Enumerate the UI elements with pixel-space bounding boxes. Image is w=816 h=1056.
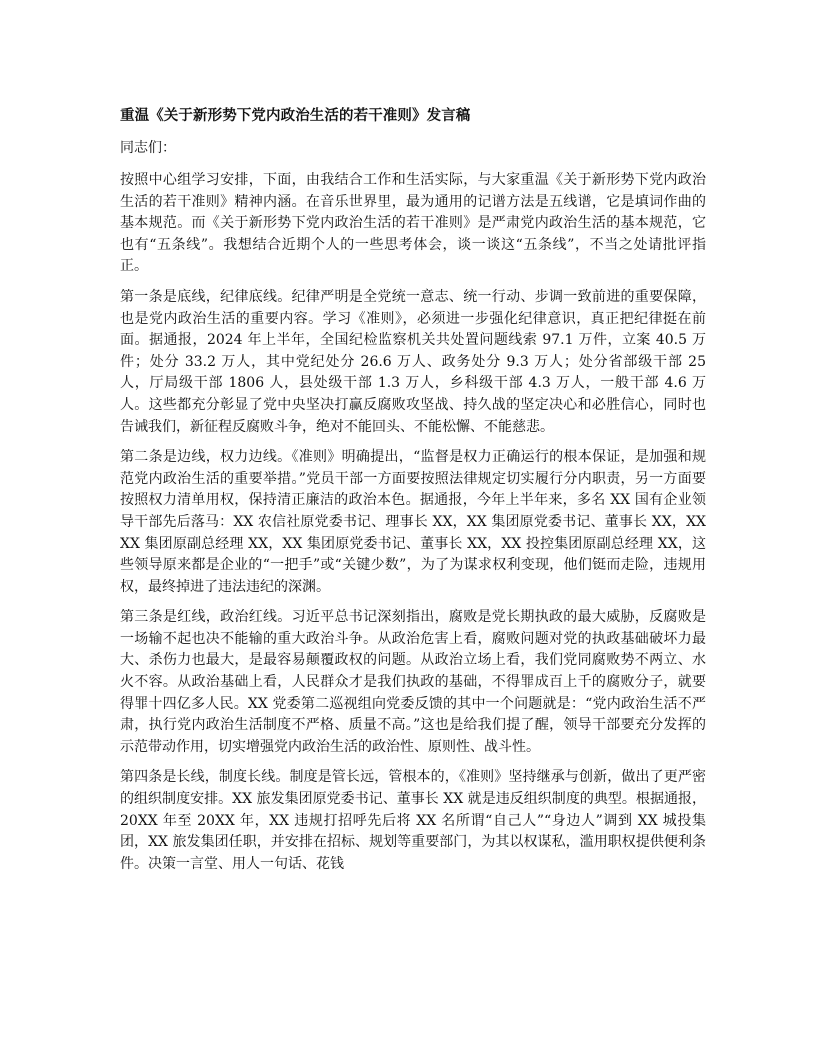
- paragraph-boundary-line: 第二条是边线，权力边线。《准则》明确提出，“监督是权力正确运行的根本保证，是加强和规范党内政治生活的重要举措。”党员干部一方面要按照法律规定切实履行分内职责，另一方面要按照权力清单用权，保持清正廉洁的政治本色。据通报，今年上半年来，多名 XX 国有企业领导干部先后落马：XX 农信社原党委书记、理事长 XX，XX 集团原党委书记、董事长 XX，XXXX 集团原副总经理 XX，XX 集团原党委书记、董事长 XX，XX 投控集团原副总经理 XX，这些领导原来都是企业的“一把手”或“关键少数”，为了为谋求权利变现，他们铤而走险，违规用权，最终掉进了违法违纪的深渊。: [120, 449, 706, 595]
- document-page: [120, 104, 706, 884]
- paragraph-long-line: 第四条是长线，制度长线。制度是管长远，管根本的，《准则》坚持继承与创新，做出了更严密的组织制度安排。XX 旅发集团原党委书记、董事长 XX 就是违反组织制度的典型。根据通报，20XX 年至 20XX 年，XX 违规打招呼先后将 XX 名所谓“自己人”“身边人”调到 XX 城投集团，XX 旅发集团任职，并安排在招标、规划等重要部门，为其以权谋私，滥用职权提供便利条件。决策一言堂、用人一句话、花钱: [120, 769, 706, 872]
- paragraph-red-line: 第三条是红线，政治红线。习近平总书记深刻指出，腐败是党长期执政的最大威胁，反腐败是一场输不起也决不能输的重大政治斗争。从政治危害上看，腐败问题对党的执政基础破坏力最大、杀伤力也最大，是最容易颠覆政权的问题。从政治立场上看，我们党同腐败势不两立、水火不容。从政治基础上看，人民群众才是我们执政的基础，不得罪成百上千的腐败分子，就要得罪十四亿多人民。XX 党委第二巡视组向党委反馈的其中一个问题就是：“党内政治生活不严肃，执行党内政治生活制度不严格、质量不高。”这也是给我们提了醒，领导干部要充分发挥的示范带动作用，切实增强党内政治生活的政治性、原则性、战斗性。: [120, 609, 706, 755]
- document-title: 重温《关于新形势下党内政治生活的若干准则》发言稿: [120, 108, 471, 124]
- paragraph-intro: 按照中心组学习安排，下面，由我结合工作和生活实际，与大家重温《关于新形势下党内政治生活的若干准则》精神内涵。在音乐世界里，最为通用的记谱方法是五线谱，它是填词作曲的基本规范。而《关于新形势下党内政治生活的若干准则》是严肃党内政治生活的基本规范，它也有“五条线”。我想结合近期个人的一些思考体会，谈一谈这“五条线”，不当之处请批评指正。: [120, 172, 706, 275]
- paragraph-bottom-line: 第一条是底线，纪律底线。纪律严明是全党统一意志、统一行动、步调一致前进的重要保障，也是党内政治生活的重要内容。学习《准则》，必须进一步强化纪律意识，真正把纪律挺在前面。据通报，2024 年上半年，全国纪检监察机关共处置问题线索 97.1 万件，立案 40.5 万件；处分 33.2 万人，其中党纪处分 26.6 万人、政务处分 9.3 万人；处分省部级干部 25 人，厅局级干部 1806 人，县处级干部 1.3 万人，乡科级干部 4.3 万人，一般干部 4.6 万人。这些都充分彰显了党中央坚决打赢反腐败攻坚战、持久战的坚定决心和必胜信心，同时也告诫我们，新征程反腐败斗争，绝对不能回头、不能松懈、不能慈悲。: [120, 288, 706, 435]
- salutation: 同志们：: [120, 140, 176, 156]
